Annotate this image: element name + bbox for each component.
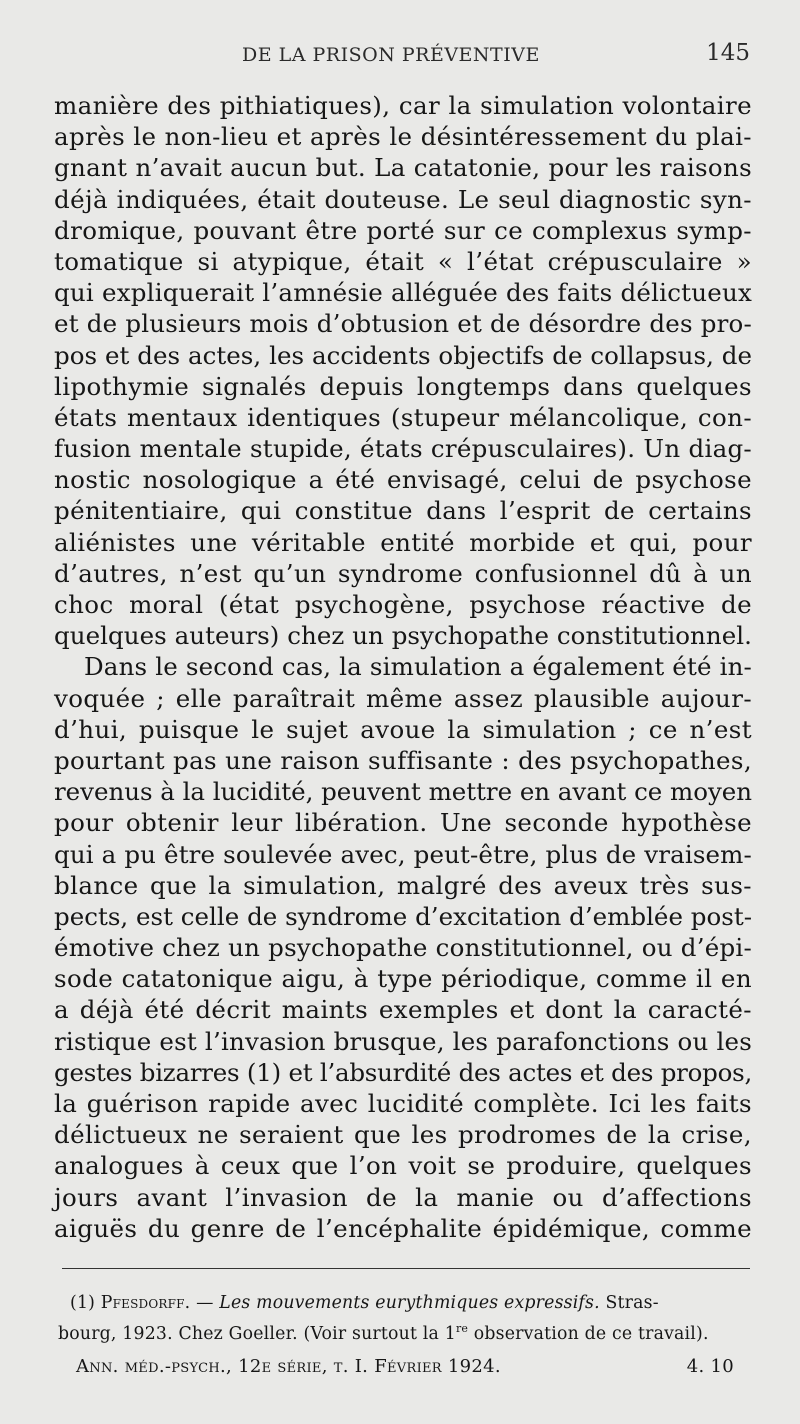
footnote-marker: (1) — [70, 1293, 96, 1313]
text-line: manière des pithiatiques), car la simulation volontaire — [54, 91, 752, 120]
text-line: pourtant pas une raison suffisante : des psychopathes, — [54, 745, 752, 775]
text-line: pos et des actes, les accidents objectifs de collapsus, de — [54, 340, 752, 370]
text-line: dromique, pouvant être porté sur ce complexus symp- — [54, 215, 752, 245]
text-line: choc moral (état psychogène, psychose réactive de — [54, 590, 752, 619]
text-line: revenus à la lucidité, peuvent mettre en avant ce moyen — [54, 777, 752, 807]
text-line: jours avant l’invasion de la manie ou d’affections — [54, 1182, 752, 1212]
journal-reference: Ann. méd.-psych., 12e série, t. I. Février 1924. — [76, 1356, 501, 1377]
text-line: qui a pu être soulevée avec, peut-être, plus de vraisem- — [54, 839, 752, 869]
text-line: d’hui, puisque le sujet avoue la simulation ; ce n’est — [54, 714, 752, 744]
footnote-line-2 — [58, 1316, 760, 1344]
text-line: déjà indiquées, était douteuse. Le seul diagnostic syn- — [54, 184, 752, 214]
page-header — [60, 40, 750, 74]
text-line: tomatique si atypique, était « l’état crépusculaire » — [54, 246, 752, 276]
text-line: après le non-lieu et après le désintéressement du plai- — [54, 122, 752, 152]
page-signature — [76, 1356, 752, 1384]
footnote-place-start: Stras- — [605, 1293, 659, 1313]
text-line: quelques auteurs) chez un psychopathe constitutionnel. — [54, 621, 752, 651]
footnote-dash: — — [196, 1293, 214, 1313]
footnote-author: Pfesdorff. — [100, 1293, 191, 1313]
text-line: lipothymie signalés depuis longtemps dans quelques — [54, 371, 752, 401]
footnote-line-2-end: observation de ce travail). — [468, 1323, 709, 1344]
text-line: nostic nosologique a été envisagé, celui de psychose — [54, 465, 752, 495]
sheet-mark: 4. 10 — [686, 1356, 734, 1377]
text-line: analogues à ceux que l’on voit se produire, quelques — [54, 1151, 752, 1181]
footnote-line-1 — [70, 1291, 760, 1316]
text-line: délictueux ne seraient que les prodromes de la crise, — [54, 1120, 752, 1150]
footnote-line-2-text: bourg, 1923. Chez Goeller. (Voir surtout la 1 — [58, 1323, 456, 1344]
text-line: qui expliquerait l’amnésie alléguée des faits délictueux — [54, 278, 752, 308]
footnote-superscript: re — [455, 1322, 469, 1335]
text-line: aliénistes une véritable entité morbide et qui, pour — [54, 527, 752, 557]
text-line: pects, est celle de syndrome d’excitation d’emblée post- — [54, 901, 752, 931]
footnote-work-title: Les mouvements eurythmiques expressifs. — [219, 1293, 600, 1313]
footnote-rule — [62, 1268, 750, 1269]
text-line: et de plusieurs mois d’obtusion et de désordre des pro- — [54, 309, 752, 339]
body-text — [54, 90, 752, 1244]
text-line: voquée ; elle paraîtrait même assez plausible aujour- — [54, 683, 752, 713]
text-line: aiguës du genre de l’encéphalite épidémique, comme — [54, 1213, 752, 1243]
footnote — [58, 1291, 760, 1344]
running-title: DE LA PRISON PRÉVENTIVE — [242, 44, 540, 66]
text-line: Dans le second cas, la simulation a également été in- — [84, 652, 752, 682]
page-number: 145 — [706, 40, 750, 66]
text-line: émotive chez un psychopathe constitutionnel, ou d’épi- — [54, 933, 752, 963]
text-line: d’autres, n’est qu’un syndrome confusionnel dû à un — [54, 558, 752, 588]
text-line: pour obtenir leur libération. Une seconde hypothèse — [54, 808, 752, 838]
text-line: gestes bizarres (1) et l’absurdité des actes et des propos, — [54, 1057, 752, 1087]
text-line: sode catatonique aigu, à type périodique, comme il en — [54, 964, 752, 994]
text-line: pénitentiaire, qui constitue dans l’esprit de certains — [54, 496, 752, 526]
text-line: gnant n’avait aucun but. La catatonie, pour les raisons — [54, 153, 752, 183]
text-line: blance que la simulation, malgré des aveux très sus- — [54, 870, 752, 900]
text-line: fusion mentale stupide, états crépusculaires). Un diag- — [54, 434, 752, 464]
text-line: la guérison rapide avec lucidité complète. Ici les faits — [54, 1089, 752, 1118]
text-line: états mentaux identiques (stupeur mélancolique, con- — [54, 402, 752, 432]
text-line: a déjà été décrit maints exemples et dont la caracté- — [54, 995, 752, 1025]
text-line: ristique est l’invasion brusque, les parafonctions ou les — [54, 1026, 752, 1056]
